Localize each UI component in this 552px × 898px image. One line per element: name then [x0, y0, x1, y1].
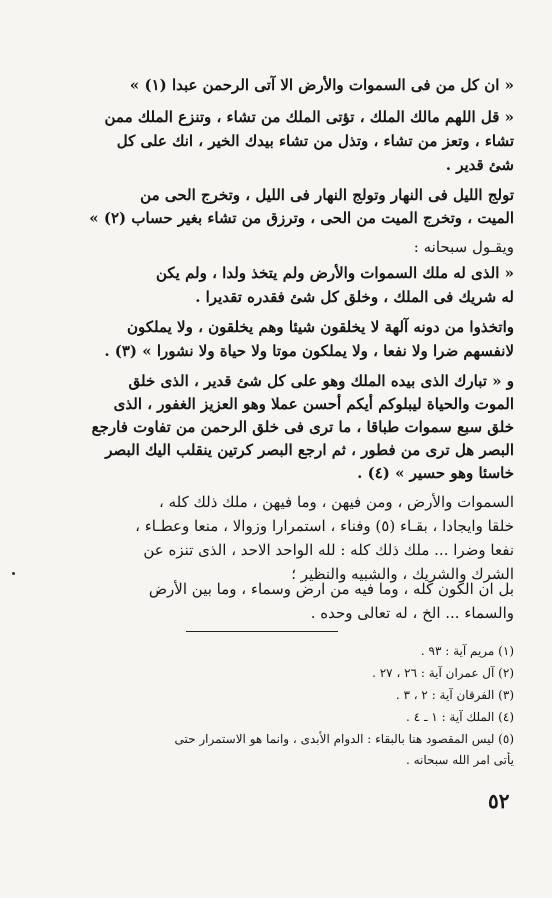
quote-line: خلق سبع سموات طباقا ، ما ترى فى خلق الرحمن من تفاوت فارجع — [91, 418, 514, 436]
footnote: يأتى امر الله سبحانه . — [405, 753, 514, 767]
quote-line: الموت والحياة ليبلوكم أيكم أحسن عملا وهو العزيز الغفور ، الذى — [113, 395, 514, 413]
footnote: (٤) الملك آية : ١ ـ ٤ . — [406, 710, 514, 724]
text-line: السموات والأرض ، ومن فيهن ، وما فيهن ، ملك ذلك كله ، — [158, 493, 514, 511]
quote-line: تشاء ، وتعز من تشاء ، وتذل من تشاء بيدك الخير ، انك على كل — [116, 132, 514, 150]
quote-line: لانفسهم ضرا ولا نفعا ، ولا يملكون موتا ولا حياة ولا نشورا » (٣) . — [104, 342, 514, 360]
footnote: (٢) آل عمران آية : ٢٦ ، ٢٧ . — [372, 666, 514, 680]
page-number: ٥٢ — [488, 789, 510, 813]
quote-line: « ان كل من فى السموات والأرض الا آتى الرحمن عبدا (١) » — [129, 76, 514, 94]
text-line: الشرك والشريك ، والشبيه والنظير ؛ — [291, 565, 514, 583]
quote-line: خاسئا وهو حسير » (٤) . — [357, 464, 514, 482]
text-line: ويقـول سبحانه : — [413, 238, 514, 256]
quote-line: له شريك فى الملك ، وخلق كل شئ فقدره تقديرا . — [195, 288, 514, 306]
quote-line: شئ قدير . — [445, 156, 514, 174]
ink-dot — [12, 572, 15, 575]
quote-line: و « تبارك الذى بيده الملك وهو على كل شئ قدير ، الذى خلق — [128, 372, 514, 390]
quote-line: البصر هل ترى من فطور ، ثم ارجع البصر كرتين ينقلب اليك البصر — [105, 441, 514, 459]
quote-line: الميت ، وتخرج الميت من الحى ، وترزق من تشاء بغير حساب (٢) » — [89, 209, 514, 227]
quote-line: « قل اللهم مالك الملك ، تؤتى الملك من تشاء ، وتنزع الملك ممن — [104, 108, 514, 126]
text-line: والسماء ... الخ ، له تعالى وحده . — [310, 604, 514, 622]
quote-line: تولج الليل فى النهار وتولج النهار فى الليل ، وتخرج الحى من — [140, 186, 514, 204]
footnote: (٣) الفرقان آية : ٢ ، ٣ . — [395, 688, 514, 702]
footnote: (٥) ليس المقصود هنا بالبقاء : الدوام الأبدى ، وانما هو الاستمرار حتى — [174, 732, 514, 746]
footnote: (١) مريم آية : ٩٣ . — [420, 644, 514, 658]
text-line: بل ان الكون كله ، وما فيه من ارض وسماء ، وما بين الأرض — [148, 580, 514, 598]
footnote-separator — [186, 631, 338, 632]
text-line: خلقا وايجادا ، بقـاء (٥) وفناء ، استمرارا وزوالا ، منعا وعطـاء ، — [135, 517, 514, 535]
text-line: نفعا وضرا ... ملك ذلك كله : لله الواحد الاحد ، الذى تنزه عن — [143, 541, 514, 559]
quote-line: واتخذوا من دونه آلهة لا يخلقون شيئا وهم يخلقون ، ولا يملكون — [126, 318, 514, 336]
quote-line: « الذى له ملك السموات والأرض ولم يتخذ ولدا ، ولم يكن — [155, 264, 514, 282]
